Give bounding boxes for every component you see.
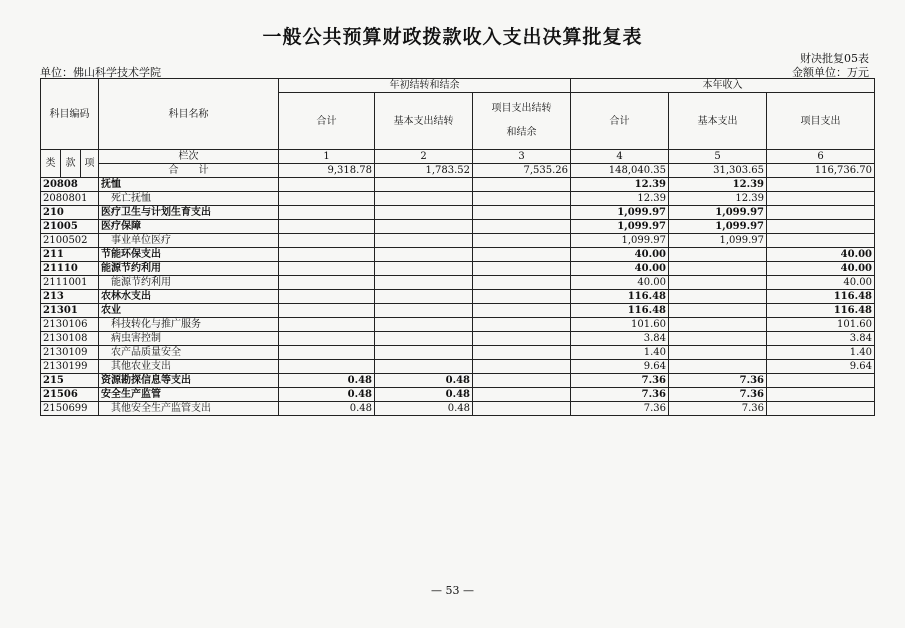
header-project-carry: 项目支出结转和结余 [473, 93, 571, 150]
value-cell: 40.00 [571, 276, 669, 290]
value-cell [279, 192, 375, 206]
value-cell: 7.36 [571, 388, 669, 402]
value-cell [375, 220, 473, 234]
subject-name-cell: 资源勘探信息等支出 [99, 374, 279, 388]
budget-table [40, 78, 875, 416]
page-number: — 53 — [431, 584, 474, 597]
value-cell [473, 192, 571, 206]
grand-total-5: 31,303.65 [669, 164, 767, 178]
value-cell: 40.00 [571, 248, 669, 262]
subject-name-cell: 医疗卫生与计划生育支出 [99, 206, 279, 220]
document-code: 财决批复05表 [800, 52, 869, 65]
table-row [41, 402, 875, 416]
subject-name-cell: 安全生产监管 [99, 388, 279, 402]
col-num-1: 1 [279, 150, 375, 164]
table-row [41, 276, 875, 290]
table-row [41, 388, 875, 402]
subject-code-cell: 2111001 [41, 276, 99, 290]
value-cell: 0.48 [375, 374, 473, 388]
subject-code-cell: 2130108 [41, 332, 99, 346]
subject-code-cell: 20808 [41, 178, 99, 192]
value-cell: 116.48 [571, 304, 669, 318]
subject-code-cell: 215 [41, 374, 99, 388]
subject-name-cell: 能源节约利用 [99, 276, 279, 290]
value-cell [473, 206, 571, 220]
value-cell [767, 374, 875, 388]
value-cell [767, 178, 875, 192]
value-cell: 1,099.97 [669, 206, 767, 220]
value-cell [279, 178, 375, 192]
value-cell [669, 276, 767, 290]
subject-code-cell: 2150699 [41, 402, 99, 416]
table-row [41, 192, 875, 206]
value-cell [473, 388, 571, 402]
subject-code-cell: 210 [41, 206, 99, 220]
value-cell [473, 290, 571, 304]
value-cell [473, 234, 571, 248]
col-num-4: 4 [571, 150, 669, 164]
header-total: 合计 [279, 93, 375, 150]
table-row [41, 206, 875, 220]
value-cell [375, 248, 473, 262]
value-cell [473, 374, 571, 388]
value-cell [767, 402, 875, 416]
subject-name-cell: 医疗保障 [99, 220, 279, 234]
value-cell: 7.36 [669, 388, 767, 402]
value-cell: 116.48 [571, 290, 669, 304]
table-row [41, 332, 875, 346]
value-cell [669, 318, 767, 332]
value-cell [375, 206, 473, 220]
grand-total-4: 148,040.35 [571, 164, 669, 178]
subject-name-cell: 死亡抚恤 [99, 192, 279, 206]
value-cell: 3.84 [767, 332, 875, 346]
value-cell: 7.36 [571, 374, 669, 388]
value-cell [279, 346, 375, 360]
unit-label: 单位：佛山科学技术学院 [40, 66, 161, 79]
value-cell: 0.48 [279, 374, 375, 388]
value-cell [279, 290, 375, 304]
value-cell: 1,099.97 [571, 220, 669, 234]
value-cell: 7.36 [669, 402, 767, 416]
header-xiang: 项 [81, 150, 99, 178]
value-cell [375, 276, 473, 290]
table-row [41, 346, 875, 360]
value-cell: 1,099.97 [669, 234, 767, 248]
grand-total-2: 1,783.52 [375, 164, 473, 178]
subject-code-cell: 2130106 [41, 318, 99, 332]
table-row [41, 360, 875, 374]
subject-name-cell: 农产品质量安全 [99, 346, 279, 360]
value-cell: 1.40 [767, 346, 875, 360]
subject-code-cell: 21506 [41, 388, 99, 402]
subject-name-cell: 事业单位医疗 [99, 234, 279, 248]
value-cell: 12.39 [669, 192, 767, 206]
table-row [41, 262, 875, 276]
subject-code-cell: 213 [41, 290, 99, 304]
value-cell: 101.60 [571, 318, 669, 332]
value-cell [669, 304, 767, 318]
value-cell [669, 262, 767, 276]
value-cell [767, 192, 875, 206]
value-cell: 9.64 [767, 360, 875, 374]
header-lei: 类 [41, 150, 61, 178]
value-cell: 3.84 [571, 332, 669, 346]
subject-name-cell: 农林水支出 [99, 290, 279, 304]
col-num-6: 6 [767, 150, 875, 164]
subject-name-cell: 能源节约利用 [99, 262, 279, 276]
value-cell [279, 262, 375, 276]
table-row [41, 220, 875, 234]
subject-code-cell: 2080801 [41, 192, 99, 206]
grand-total-label: 合 计 [99, 164, 279, 178]
value-cell [279, 220, 375, 234]
table-row [41, 374, 875, 388]
value-cell [473, 304, 571, 318]
value-cell [279, 234, 375, 248]
subject-name-cell: 其他安全生产监管支出 [99, 402, 279, 416]
value-cell [473, 248, 571, 262]
value-cell: 7.36 [571, 402, 669, 416]
subject-name-cell: 抚恤 [99, 178, 279, 192]
value-cell [279, 318, 375, 332]
value-cell [279, 206, 375, 220]
subject-code-cell: 21110 [41, 262, 99, 276]
value-cell: 12.39 [669, 178, 767, 192]
table-row [41, 304, 875, 318]
value-cell [669, 346, 767, 360]
value-cell [375, 290, 473, 304]
value-cell: 40.00 [767, 248, 875, 262]
header-basic-exp: 基本支出 [669, 93, 767, 150]
header-kuan: 款 [61, 150, 81, 178]
value-cell [473, 332, 571, 346]
value-cell: 12.39 [571, 178, 669, 192]
subject-code-cell: 211 [41, 248, 99, 262]
value-cell: 1.40 [571, 346, 669, 360]
value-cell: 116.48 [767, 290, 875, 304]
table-row [41, 290, 875, 304]
value-cell [279, 304, 375, 318]
value-cell [279, 248, 375, 262]
col-num-2: 2 [375, 150, 473, 164]
value-cell: 116.48 [767, 304, 875, 318]
grand-total-1: 9,318.78 [279, 164, 375, 178]
value-cell: 7.36 [669, 374, 767, 388]
value-cell [473, 220, 571, 234]
table-row [41, 318, 875, 332]
header-group-income: 本年收入 [571, 79, 875, 93]
header-group-begin: 年初结转和结余 [279, 79, 571, 93]
value-cell [767, 388, 875, 402]
value-cell [375, 262, 473, 276]
value-cell [279, 276, 375, 290]
header-subject-code: 科目编码 [41, 79, 99, 150]
page-title: 一般公共预算财政拨款收入支出决算批复表 [262, 26, 643, 48]
value-cell: 9.64 [571, 360, 669, 374]
value-cell: 40.00 [571, 262, 669, 276]
value-cell: 12.39 [571, 192, 669, 206]
subject-name-cell: 病虫害控制 [99, 332, 279, 346]
value-cell [375, 332, 473, 346]
header-project-exp: 项目支出 [767, 93, 875, 150]
subject-name-cell: 其他农业支出 [99, 360, 279, 374]
value-cell [473, 262, 571, 276]
value-cell: 1,099.97 [571, 234, 669, 248]
subject-code-cell: 21301 [41, 304, 99, 318]
value-cell [669, 332, 767, 346]
value-cell [473, 360, 571, 374]
value-cell [375, 318, 473, 332]
grand-total-6: 116,736.70 [767, 164, 875, 178]
value-cell [767, 206, 875, 220]
value-cell [375, 304, 473, 318]
value-cell [279, 332, 375, 346]
value-cell [767, 234, 875, 248]
value-cell: 101.60 [767, 318, 875, 332]
value-cell: 0.48 [279, 402, 375, 416]
subject-name-cell: 农业 [99, 304, 279, 318]
subject-name-cell: 科技转化与推广服务 [99, 318, 279, 332]
col-num-3: 3 [473, 150, 571, 164]
value-cell: 1,099.97 [571, 206, 669, 220]
value-cell [375, 178, 473, 192]
value-cell: 0.48 [375, 402, 473, 416]
subject-code-cell: 2130109 [41, 346, 99, 360]
value-cell [473, 276, 571, 290]
value-cell [375, 192, 473, 206]
value-cell [669, 290, 767, 304]
amount-unit-label: 金额单位：万元 [792, 66, 869, 79]
value-cell [473, 318, 571, 332]
value-cell [473, 402, 571, 416]
grand-total-3: 7,535.26 [473, 164, 571, 178]
value-cell [375, 360, 473, 374]
value-cell: 40.00 [767, 262, 875, 276]
table-row [41, 234, 875, 248]
value-cell: 1,099.97 [669, 220, 767, 234]
value-cell: 0.48 [375, 388, 473, 402]
value-cell [767, 220, 875, 234]
subject-code-cell: 2130199 [41, 360, 99, 374]
table-row [41, 178, 875, 192]
header-col-index: 栏次 [99, 150, 279, 164]
subject-name-cell: 节能环保支出 [99, 248, 279, 262]
col-num-5: 5 [669, 150, 767, 164]
value-cell [473, 346, 571, 360]
value-cell: 0.48 [279, 388, 375, 402]
value-cell [669, 360, 767, 374]
table-row [41, 248, 875, 262]
subject-code-cell: 2100502 [41, 234, 99, 248]
value-cell [669, 248, 767, 262]
value-cell [375, 234, 473, 248]
value-cell: 40.00 [767, 276, 875, 290]
header-subject-name: 科目名称 [99, 79, 279, 150]
value-cell [473, 178, 571, 192]
header-basic-carry: 基本支出结转 [375, 93, 473, 150]
value-cell [279, 360, 375, 374]
subject-code-cell: 21005 [41, 220, 99, 234]
header-total2: 合计 [571, 93, 669, 150]
value-cell [375, 346, 473, 360]
